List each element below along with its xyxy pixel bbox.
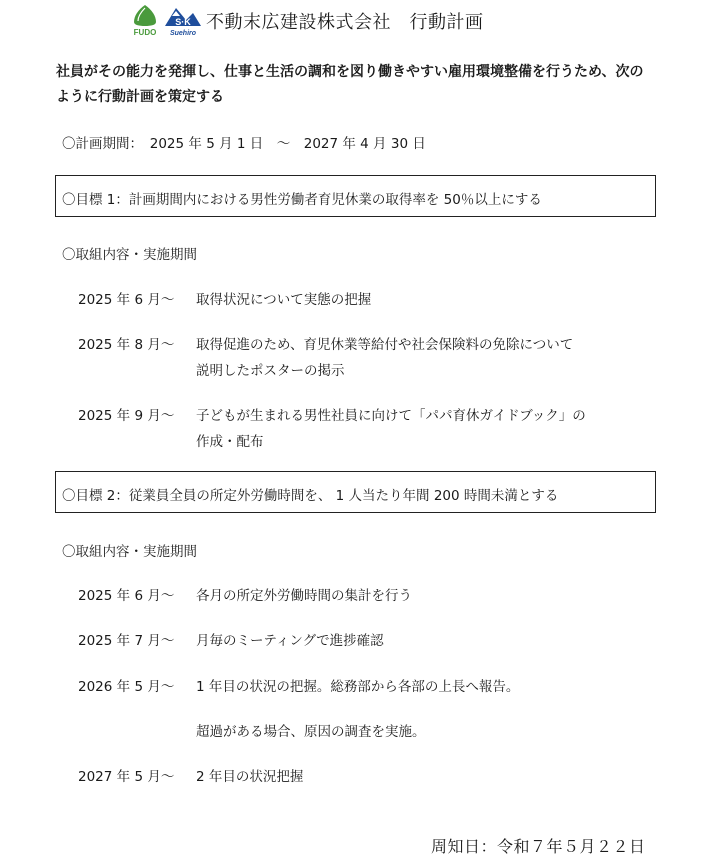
goal-2-item-text: 2 年目の状況把握 [196,769,304,785]
document-title: 不動末広建設株式会社 行動計画 [206,12,484,33]
sk-logo [164,4,202,38]
goal-2-item-date: 2026 年 5 月～ [78,679,175,695]
goal-2-item-text: 月毎のミーティングで進捗確認 [196,633,384,649]
goal-2-text: 〇目標 2：従業員全員の所定外労働時間を、 1 人当たり年間 200 時間未満とする [62,488,559,504]
intro-paragraph: 社員がその能力を発揮し、仕事と生活の調和を図り働きやすい雇用環境整備を行うため、次のように行動計画を策定する [56,64,644,105]
goal-1-item-date: 2025 年 9 月～ [78,408,175,424]
goal-1-item-text: 取得促進のため、育児休業等給付や社会保険料の免除について [196,337,574,353]
goal-2-item-date: 2025 年 7 月～ [78,633,175,649]
goal-2-item-text: 各月の所定外労働時間の集計を行う [196,588,412,604]
sk-logo-text: S·K [175,17,191,27]
notice-date: 周知日：令和７年５月２２日 [431,837,646,856]
fudo-logo [132,4,158,38]
fudo-logo-text: FUDO [133,28,157,37]
goal-2-item-date: 2025 年 6 月～ [78,588,175,604]
goal-1-box [55,175,656,217]
goal-2-item-text: 1 年目の状況の把握。総務部から各部の上長へ報告。 [196,679,520,695]
goal-1-item-text: 取得状況について実態の把握 [196,292,372,308]
goal-1-item-text-cont: 説明したポスターの掲示 [196,363,345,379]
goal-2-box [55,471,656,513]
goal-1-text: 〇目標 1：計画期間内における男性労働者育児休業の取得率を 50％以上にする [62,192,542,208]
goal-2-section-label: 〇取組内容・実施期間 [62,544,197,560]
goal-1-item-text-cont: 作成・配布 [196,434,264,450]
goal-1-item-date: 2025 年 8 月～ [78,337,175,353]
goal-1-section-label: 〇取組内容・実施期間 [62,247,197,263]
plan-period: 〇計画期間： 2025 年 5 月 1 日 ～ 2027 年 4 月 30 日 [62,136,426,152]
goal-2-item-date: 2027 年 5 月～ [78,769,175,785]
goal-1-item-date: 2025 年 6 月～ [78,292,175,308]
goal-1-item-text: 子どもが生まれる男性社員に向けて「パパ育休ガイドブック」の [196,408,586,424]
goal-2-item-text-cont: 超過がある場合、原因の調査を実施。 [196,724,426,740]
sk-logo-subtext: Suehiro [169,30,197,37]
